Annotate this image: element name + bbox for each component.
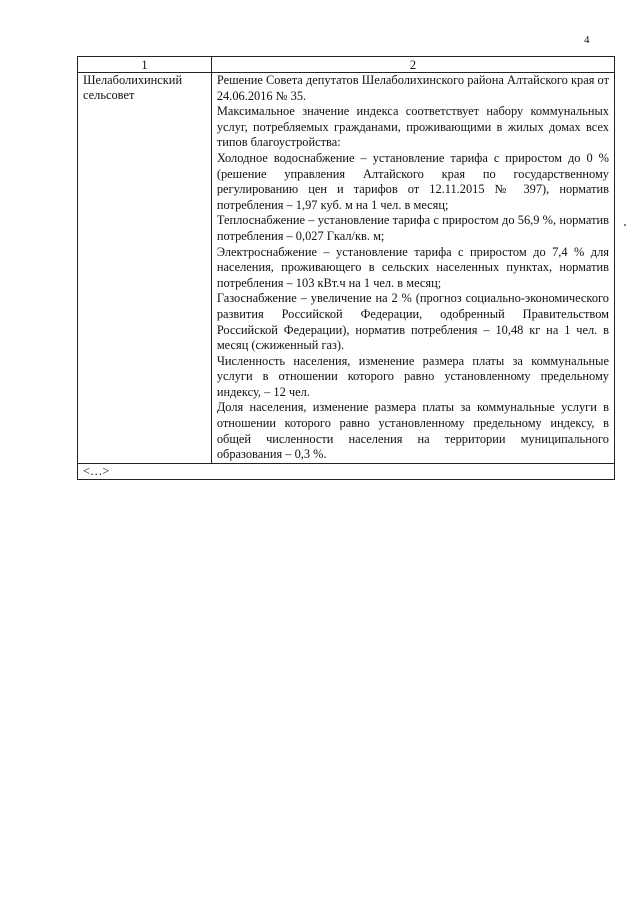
- index-description: Максимальное значение индекса соответствует набору коммунальных услуг, потребляемых гражданами, проживающими в жилых домах всех типов благоустройства:: [216, 104, 609, 150]
- scan-speck: [624, 224, 626, 226]
- population-count: Численность населения, изменение размера платы за коммунальные услуги в отношении которого равно установленному предельному индексу, – 12 чел.: [216, 353, 609, 399]
- header-cell-1: 1: [78, 57, 212, 73]
- omission-row: [78, 463, 615, 479]
- decision-details-cell: [211, 73, 614, 464]
- district-name-cell: Шелаболихинский сельсовет: [78, 73, 212, 464]
- tariff-table: [77, 56, 615, 480]
- decision-reference: Решение Совета депутатов Шелаболихинского района Алтайского края от 24.06.2016 № 35.: [216, 73, 609, 103]
- table-row: [78, 73, 615, 464]
- page-number: 4: [584, 34, 590, 46]
- omission-marker: <…>: [78, 463, 615, 479]
- population-share: Доля населения, изменение размера платы за коммунальные услуги в отношении которого равно установленному предельному индексу, в общей численности населения на территории муниципального образования – 0,3 %.: [216, 400, 609, 462]
- cold-water-supply: Холодное водоснабжение – установление тарифа с приростом до 0 % (решение управления Алтайского края по государственному регулированию цен и тарифов от 12.11.2015 № 397), норматив потребления – 1,97 куб. м на 1 чел. в месяц;: [216, 150, 609, 212]
- table-header-row: [78, 57, 615, 73]
- header-cell-2: 2: [211, 57, 614, 73]
- heat-supply: Теплоснабжение – установление тарифа с приростом до 56,9 %, норматив потребления – 0,027 Гкал/кв. м;: [216, 213, 609, 243]
- electricity-supply: Электроснабжение – установление тарифа с приростом до 7,4 % для населения, проживающего в сельских населенных пунктах, норматив потребления – 103 кВт.ч на 1 чел. в месяц;: [216, 244, 609, 290]
- gas-supply: Газоснабжение – увеличение на 2 % (прогноз социально-экономического развития Российской Федерации, одобренный Правительством Российской Федерации), норматив потребления – 10,48 кг на 1 чел. в месяц (сжиженный газ).: [216, 291, 609, 353]
